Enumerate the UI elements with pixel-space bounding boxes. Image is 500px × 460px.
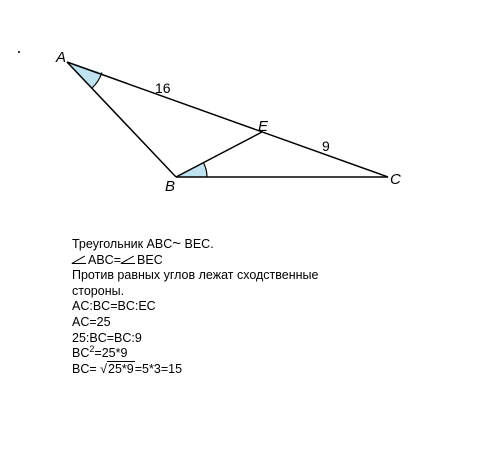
angle-marker-a: [67, 62, 102, 88]
solution-line-substitution: 25:BC=BC:9: [72, 330, 142, 345]
solution-line-proportion: AC:BC=BC:EC: [72, 299, 156, 314]
stray-dot: [18, 51, 20, 53]
sqrt-icon: √: [100, 361, 108, 376]
segment-be: [176, 132, 262, 177]
solution-line-result: BC= √25*9=5*3=15: [72, 361, 183, 376]
solution-line-ac: AC=25: [72, 314, 111, 329]
angle-icon: [121, 255, 135, 264]
side-ac: [67, 62, 388, 177]
solution-text: [72, 236, 492, 377]
solution-line-similarity: Треугольник ABC~ BEC.: [72, 235, 214, 252]
angle-icon: [72, 255, 86, 264]
vertex-label-a: A: [56, 49, 67, 66]
vertex-label-c: C: [390, 171, 401, 188]
side-label-ec: 9: [322, 138, 330, 154]
vertex-label-e: E: [258, 118, 269, 135]
solution-line-statement-cont: стороны.: [72, 283, 125, 298]
vertex-label-b: B: [165, 178, 176, 195]
similar-symbol: ~: [172, 235, 182, 252]
solution-line-statement: Против равных углов лежат сходственные: [72, 268, 319, 283]
solution-line-square: $BC^2=25*9$: [72, 344, 128, 361]
solution-line-angles: ABC= BEC: [72, 253, 492, 269]
radicand: 25*9: [108, 361, 134, 376]
side-label-ae: 16: [155, 80, 171, 96]
